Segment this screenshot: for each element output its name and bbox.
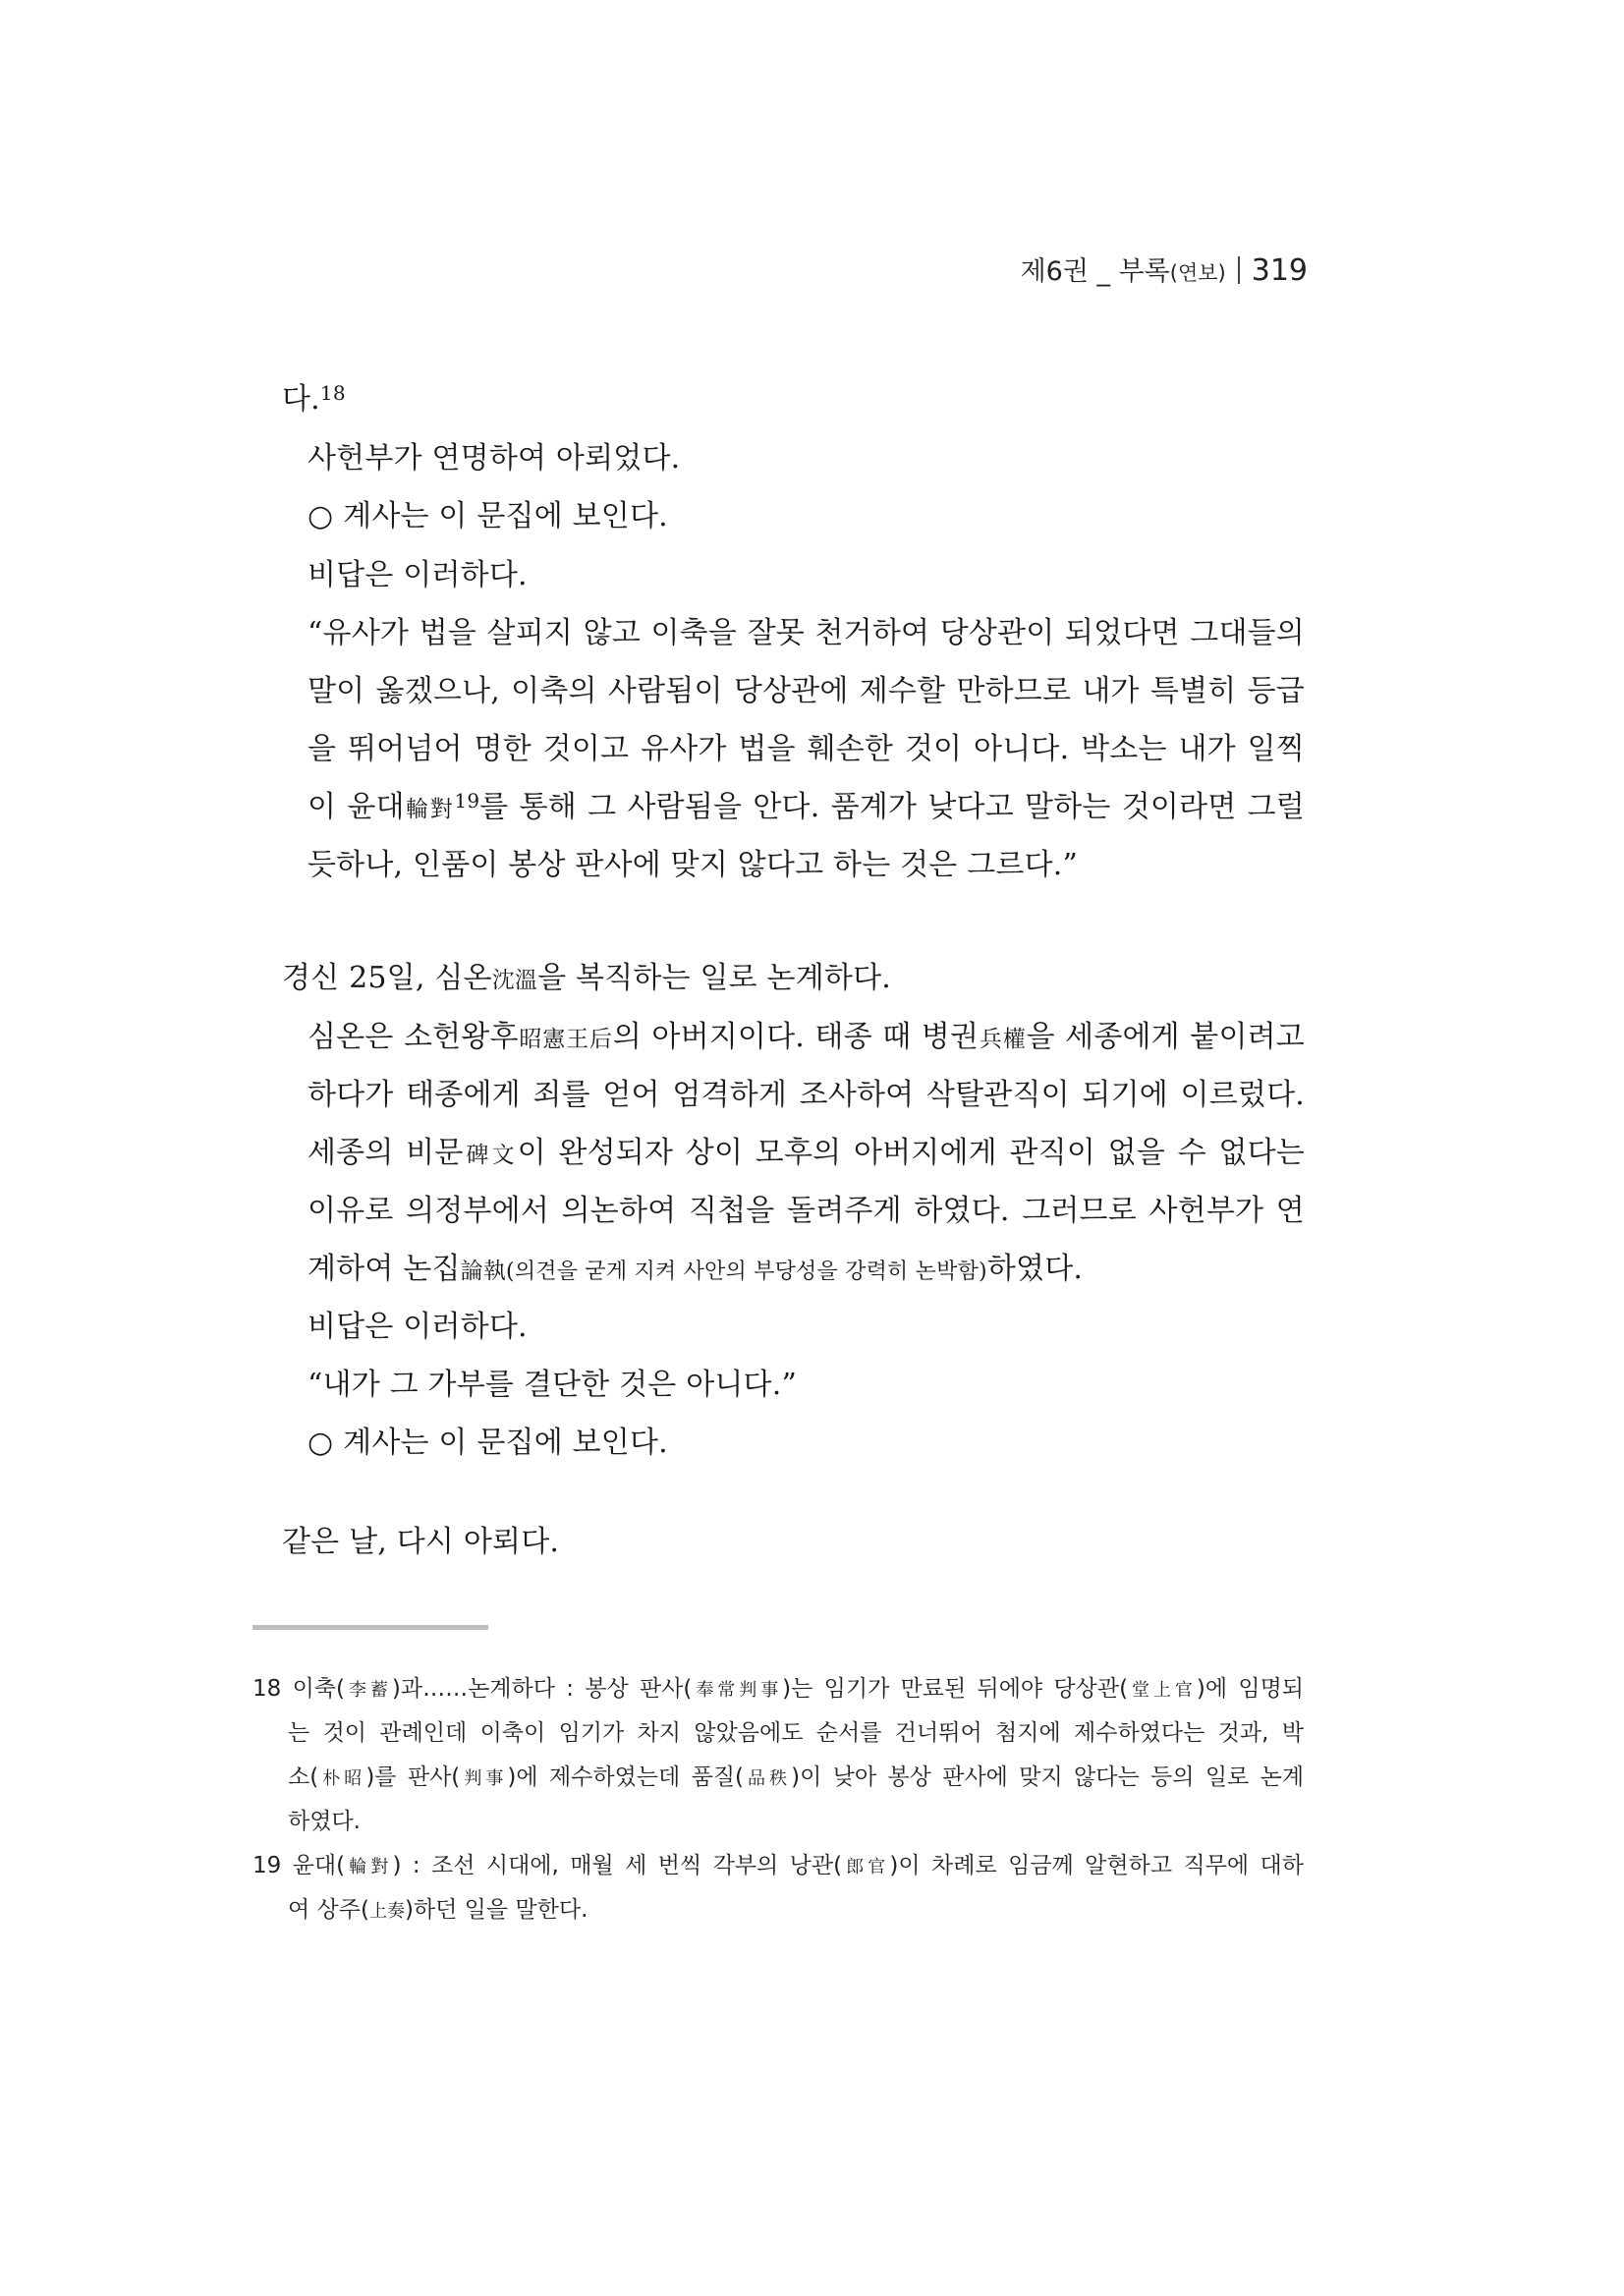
running-head-section-sub: (연보) [1169,261,1226,285]
text-span: 을 세종에게 붙이려고 [1026,1020,1305,1054]
text-line: 듯하나, 인품이 봉상 판사에 맞지 않다고 하는 것은 그르다.” [308,848,1079,882]
text-line [308,1012,1305,1055]
text-line: 비답은 이러하다. [308,558,528,592]
running-head-separator: _ [1096,256,1110,287]
hanja-span: 沈溫 [491,968,538,993]
text-span: 이축( [292,1676,345,1702]
text-span: 심온은 소헌왕후 [308,1020,519,1054]
hanja-span: 論執 [460,1259,507,1284]
text-span: 계사는 이 문집에 보인다. [343,1426,668,1460]
hanja-span: 堂上官 [1128,1680,1197,1701]
footnote-19-line [252,1847,1304,1879]
text-span: )에 임명되 [1196,1676,1305,1702]
text-span: )이 낮아 봉상 판사에 맞지 않다는 등의 일로 논계 [791,1764,1305,1790]
hanja-span: 上奏 [368,1901,405,1922]
text-line [308,491,668,534]
text-line: 하다가 태종에게 죄를 얻어 엄격하게 조사하여 삭탈관직이 되기에 이르렀다. [308,1078,1305,1112]
text-span: 의 아버지이다. 태종 때 병권 [612,1020,980,1054]
text-span: 계하여 논집 [308,1252,461,1286]
text-span: )를 판사( [365,1764,461,1790]
text-line [282,374,346,418]
section-heading: 같은 날, 다시 아뢰다. [282,1525,560,1559]
section-heading [282,953,891,996]
running-head-section: 부록 [1118,256,1170,287]
hanja-span: 朴昭 [318,1768,366,1789]
text-span: 하였다. [986,1252,1084,1286]
footnote-number: 18 [252,1676,282,1702]
text-span: )에 제수하였는데 품질( [507,1764,745,1790]
circle-marker: ○ [308,499,334,533]
hanja-span: 昭憲王后 [518,1027,613,1052]
hanja-span: 郎官 [842,1857,890,1877]
running-head [1021,250,1308,288]
text-span: 소( [288,1764,319,1790]
footnote-18-line [252,1670,1304,1703]
text-span: )이 차례로 임금께 알현하고 직무에 대하 [889,1853,1304,1878]
text-line: 말이 옳겠으나, 이축의 사람됨이 당상관에 제수할 만하므로 내가 특별히 등급 [308,674,1305,708]
hanja-span: 李蓄 [344,1680,392,1701]
text-span: )하던 일을 말한다. [404,1897,588,1923]
text-span: 을 복직하는 일로 논계하다. [537,961,892,995]
hanja-span: 奉常判事 [692,1680,783,1701]
text-span: )과……논계하다 : 봉상 판사( [391,1676,693,1702]
hanja-span: 判事 [460,1768,508,1789]
text-span: ) : 조선 시대에, 매월 세 번씩 각부의 낭관( [392,1853,843,1878]
hanja-span: 兵權 [979,1027,1027,1052]
text-span: 이 완성되자 상이 모후의 아버지에게 관직이 없을 수 없다는 [517,1136,1305,1170]
footnote-ref-19[interactable]: 19 [454,789,480,812]
text-line [308,1128,1305,1171]
page-number: 319 [1251,253,1308,288]
footnote-19-line [288,1891,588,1924]
text-span: 경신 25일, 심온 [282,961,492,995]
text-line: “내가 그 가부를 결단한 것은 아니다.” [308,1368,798,1402]
text-line: 비답은 이러하다. [308,1310,528,1344]
text-span: 세종의 비문 [308,1136,464,1170]
text-span: 윤대( [292,1853,346,1878]
footnote-18-line: 는 것이 관례인데 이축이 임기가 차지 않았음에도 순서를 건너뛰어 첨지에 제수하였다는 것과, 박 [288,1720,1304,1746]
hanja-span: 輪對 [345,1857,393,1877]
footnote-divider [252,1625,488,1630]
footnote-ref-18[interactable]: 18 [319,381,346,405]
text-line: 이유로 의정부에서 의논하여 직첩을 돌려주게 하였다. 그러므로 사헌부가 연 [308,1194,1305,1228]
text-line [308,1418,668,1461]
footnote-number: 19 [252,1853,282,1878]
hanja-span: 輪對 [404,797,455,822]
text-span: 여 상주( [288,1897,369,1923]
text-span: 이 윤대 [308,790,405,824]
hanja-span: 品秩 [744,1768,792,1789]
text-line: 을 뛰어넘어 명한 것이고 유사가 법을 훼손한 것이 아니다. 박소는 내가 일찍 [308,732,1305,766]
footnote-18-line: 하였다. [288,1809,361,1834]
inline-note: (의견을 굳게 지켜 사안의 부당성을 강력히 논박함) [506,1260,987,1284]
text-span: 를 통해 그 사람됨을 안다. 품계가 낮다고 말하는 것이라면 그럴 [479,790,1305,824]
hanja-span: 碑文 [463,1143,518,1168]
text-line: 사헌부가 연명하여 아뢰었다. [308,441,681,476]
running-head-volume: 제6권 [1020,256,1089,287]
text-line [308,1244,1083,1287]
text-line: “유사가 법을 살피지 않고 이축을 잘못 천거하여 당상관이 되었다면 그대들의 [308,616,1305,650]
footnote-18-line [288,1759,1304,1791]
text-span: 계사는 이 문집에 보인다. [343,499,668,533]
text-span: )는 임기가 만료된 뒤에야 당상관( [782,1676,1129,1702]
circle-marker: ○ [308,1426,334,1460]
text-line [308,782,1305,825]
text-span: 다. [282,382,320,417]
running-head-divider [1238,256,1240,284]
